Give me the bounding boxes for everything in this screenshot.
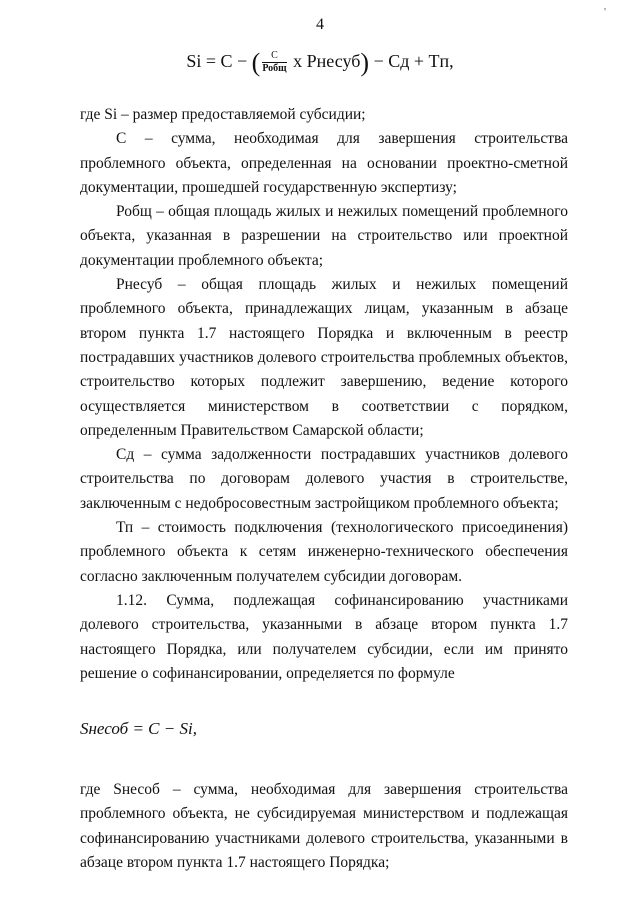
paragraph-sd-definition: Сд – сумма задолженности пострадавших участников долевого строительства по договорам долевого участия в строительстве, заключенным с недобросовестным застройщиком проблемного объекта; xyxy=(80,446,568,512)
subsidy-formula xyxy=(0,44,640,80)
formula-lhs: Si = C − xyxy=(186,51,248,71)
fraction-denominator: Робщ xyxy=(262,63,287,75)
paragraph-1-12: 1.12. Сумма, подлежащая софинансированию участниками долевого строительства, указанными в абзаце втором пункта 1.7 настоящего Порядка, или получателем субсидии, если им принято решение о софинансировании, определяется по формуле xyxy=(80,591,568,682)
paragraph-snesob-definition: где Sнесоб – сумма, необходимая для завершения строительства проблемного объекта, не субсидируемая министерством и подлежащая софинансированию участниками долевого строительства, указанными в абзаце втором пункта 1.7 настоящего Порядка; xyxy=(80,781,568,872)
formula-close-paren: ) xyxy=(360,47,370,77)
page-number: 4 xyxy=(316,16,324,33)
fraction-numerator: C xyxy=(262,51,286,63)
formula-open-paren: ( xyxy=(251,47,261,77)
paragraph-si-definition: где Si – размер предоставляемой субсидии; xyxy=(80,106,366,123)
paragraph-tp-definition: Тп – стоимость подключения (технологического присоединения) проблемного объекта к сетям инженерно-технического обеспечения согласно заключенным получателем субсидии договорам. xyxy=(80,519,568,585)
formula-fraction xyxy=(262,51,286,74)
formula-fraction-tail: x Рнесуб xyxy=(293,51,361,71)
document-body xyxy=(80,103,568,875)
paragraph-c-definition: С – сумма, необходимая для завершения строительства проблемного объекта, определенная на основании проектно-сметной документации, прошедшей государственную экспертизу; xyxy=(80,130,568,196)
margin-mark: ' xyxy=(604,6,606,18)
paragraph-pobsch-definition: Робщ – общая площадь жилых и нежилых помещений проблемного объекта, указанная в разрешении на строительство или проектной документации проблемного объекта; xyxy=(80,203,568,269)
paragraph-pnesub-definition: Рнесуб – общая площадь жилых и нежилых помещений проблемного объекта, принадлежащих лицам, указанным в абзаце втором пункта 1.7 настоящего Порядка и включенным в реестр пострадавших участников долевого строительства проблемных объектов, строительство которых подлежит завершению, ведение которого осуществляется министерством в соответствии с порядком, определенным Правительством Самарской области; xyxy=(80,276,568,439)
cofinancing-formula: Sнесоб = C − Si, xyxy=(80,719,197,739)
formula-rhs: − Cд + Tп, xyxy=(373,51,454,71)
